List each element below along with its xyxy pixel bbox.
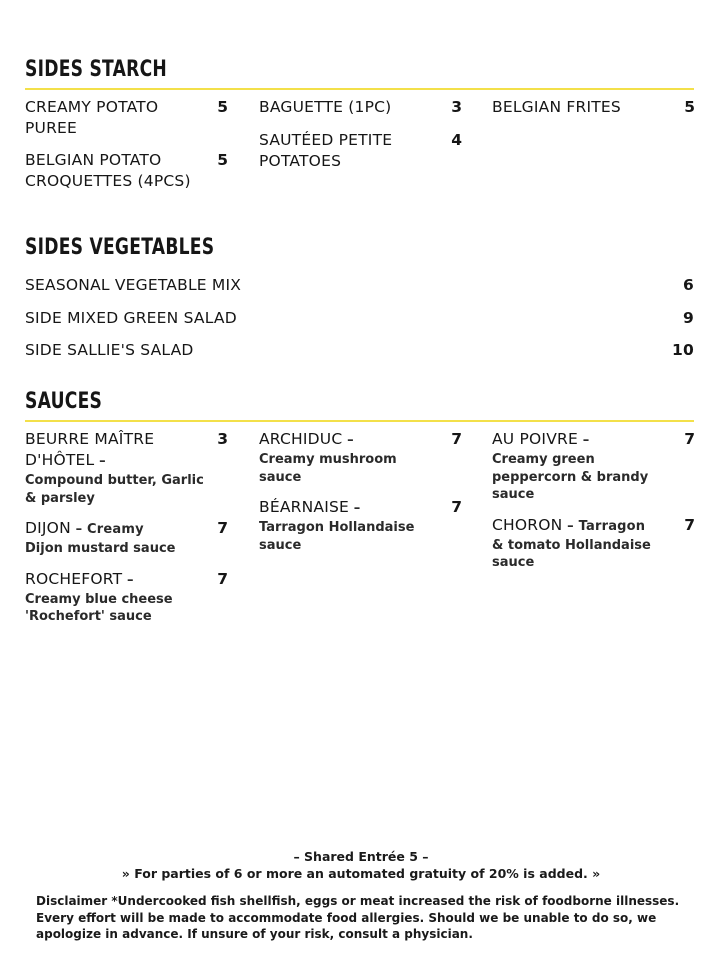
item-price: 9	[683, 308, 694, 327]
starch-column-1	[25, 97, 228, 202]
item-price: 6	[683, 276, 694, 294]
item-price: 7	[217, 519, 228, 537]
menu-item	[492, 429, 695, 504]
section-sides-vegetables	[25, 234, 694, 373]
item-price: 5	[217, 98, 228, 116]
item-description: & tomato Hollandaise sauce	[492, 537, 651, 570]
menu-item	[25, 275, 694, 308]
sauces-column-3	[492, 429, 695, 582]
item-name: ROCHEFORT –	[25, 569, 134, 588]
section-sides-starch	[25, 56, 695, 190]
menu-item	[25, 569, 228, 626]
item-price: 5	[684, 98, 695, 116]
item-price: 7	[451, 430, 462, 448]
section-title: SAUCES	[25, 389, 103, 414]
menu-item	[25, 429, 228, 507]
menu-item	[259, 97, 462, 118]
menu-item	[25, 150, 228, 192]
item-price: 5	[217, 151, 228, 169]
sauces-column-2	[259, 429, 462, 564]
item-name: DIJON – Creamy	[25, 519, 144, 537]
item-name: BEURRE MAÎTRE D'HÔTEL –	[25, 430, 155, 469]
section-divider	[25, 88, 694, 90]
item-description: Tarragon Hollandaise sauce	[259, 520, 415, 553]
item-description: Creamy green peppercorn & brandy sauce	[492, 452, 649, 502]
item-name: BELGIAN FRITES	[492, 98, 621, 116]
menu-item	[25, 518, 228, 558]
item-name: CHORON – Tarragon	[492, 515, 646, 534]
item-name: SIDE SALLIE'S SALAD	[25, 341, 194, 359]
item-name: ARCHIDUC –	[259, 430, 354, 448]
menu-item	[492, 97, 695, 118]
starch-column-2	[259, 97, 462, 182]
item-price: 7	[217, 569, 228, 588]
menu-item	[25, 97, 228, 139]
item-price: 7	[451, 498, 462, 516]
item-price: 3	[451, 98, 462, 116]
sauces-column-1	[25, 429, 228, 636]
gratuity-note: » For parties of 6 or more an automated gratuity of 20% is added. »	[121, 866, 601, 881]
section-title: SIDES STARCH	[25, 57, 168, 82]
item-description: Creamy blue cheese 'Rochefort' sauce	[25, 591, 173, 624]
item-price: 7	[684, 430, 695, 448]
item-name: CREAMY POTATO PUREE	[25, 98, 159, 137]
disclaimer-text: Disclaimer *Undercooked fish shellfish, eggs or meat increased the risk of foodborne illnesses. Every effort will be made to accommodate food allergies. Should we be unable to do so, we apologize in advance. If unsure of your risk, consult a physician.	[36, 894, 680, 941]
item-price: 3	[217, 430, 228, 448]
item-name: SIDE MIXED GREEN SALAD	[25, 308, 237, 327]
starch-column-3	[492, 97, 695, 128]
item-price: 10	[672, 341, 694, 359]
item-name: SAUTÉED PETITE POTATOES	[259, 131, 393, 170]
item-description: Dijon mustard sauce	[25, 541, 176, 556]
section-title: SIDES VEGETABLES	[25, 235, 215, 260]
menu-item	[259, 497, 462, 554]
menu-item	[25, 308, 694, 341]
item-name: AU POIVRE –	[492, 430, 590, 448]
section-divider	[25, 420, 694, 422]
menu-item	[492, 515, 695, 572]
item-name: BAGUETTE (1PC)	[259, 98, 392, 116]
menu-item	[259, 130, 462, 172]
item-description: Creamy mushroom sauce	[259, 452, 397, 485]
menu-item	[259, 429, 462, 486]
item-price: 7	[684, 515, 695, 534]
footer	[36, 848, 686, 943]
menu-item	[25, 340, 694, 373]
item-name: BELGIAN POTATO CROQUETTES (4PCS)	[25, 151, 191, 190]
item-description: Compound butter, Garlic & parsley	[25, 473, 204, 506]
section-sauces	[25, 388, 695, 624]
item-name: BÉARNAISE –	[259, 498, 361, 516]
item-price: 4	[451, 131, 462, 149]
item-name: SEASONAL VEGETABLE MIX	[25, 276, 242, 294]
shared-entree-note: – Shared Entrée 5 –	[293, 849, 429, 864]
